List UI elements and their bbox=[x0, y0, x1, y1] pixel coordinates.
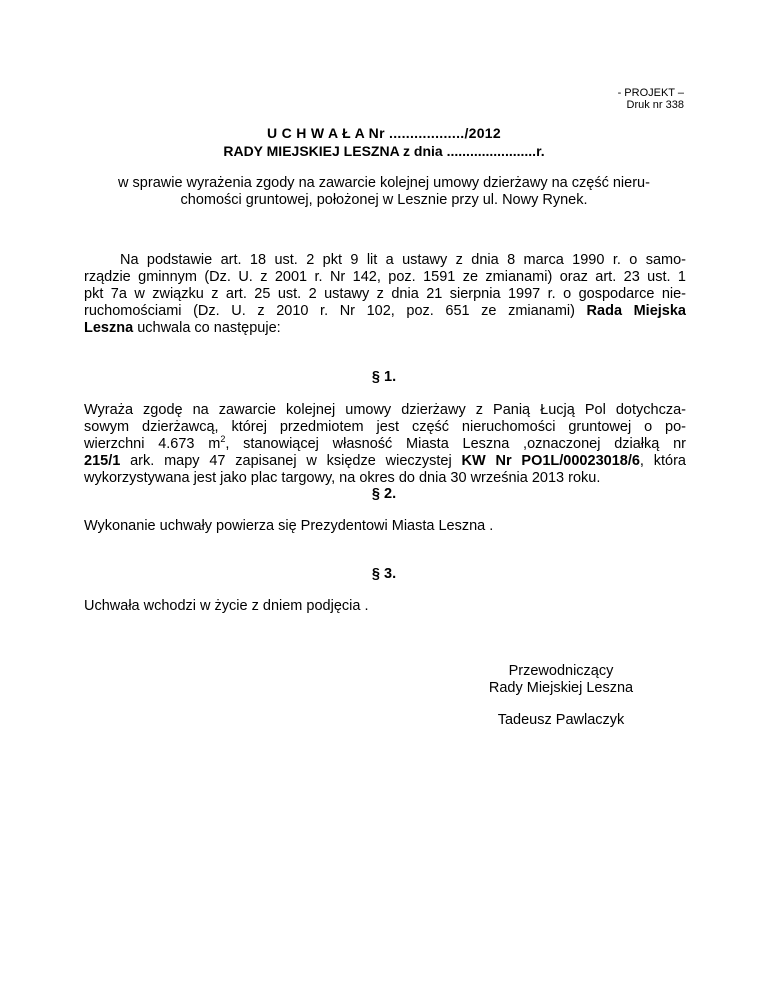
plot-number-bold: 215/1 bbox=[84, 453, 121, 469]
section-1-line-1: Wyraża zgodę na zawarcie kolejnej umowy dzierżawy z Panią Łucją Pol dotychcza- bbox=[84, 402, 686, 418]
section-1-heading: § 1. bbox=[371, 369, 397, 385]
section-1-line-3 bbox=[84, 436, 686, 453]
section-2-heading: § 2. bbox=[371, 486, 397, 502]
ownership-text: , stanowiącej własność Miasta Leszna ,oznaczonej działką nr bbox=[225, 436, 686, 452]
subject-line-2: chomości gruntowej, położonej w Lesznie przy ul. Nowy Rynek. bbox=[180, 192, 588, 208]
area-unit-superscript: 2 bbox=[220, 434, 226, 445]
land-register-number-bold: KW Nr PO1L/00023018/6 bbox=[461, 453, 640, 469]
preamble-line-5 bbox=[84, 320, 686, 337]
preamble-line-5-text: uchwala co następuje: bbox=[133, 320, 281, 336]
project-label: - PROJEKT – bbox=[617, 87, 684, 99]
section-1-line-4 bbox=[84, 453, 686, 470]
section-3-heading: § 3. bbox=[371, 566, 397, 582]
resolution-title: U C H W A Ł A Nr ................../2012 bbox=[267, 125, 501, 141]
section-1-line-2: sowym dzierżawcą, której przedmiotem jest część nieruchomości gruntowej o po- bbox=[84, 419, 686, 435]
print-number: Druk nr 338 bbox=[626, 99, 684, 111]
section-1-line-5: wykorzystywana jest jako plac targowy, na okres do dnia 30 września 2013 roku. bbox=[84, 470, 601, 486]
city-name-bold: Leszna bbox=[84, 320, 134, 336]
area-text: wierzchni 4.673 m bbox=[84, 436, 221, 452]
line-4-tail: , która bbox=[639, 453, 686, 469]
preamble-line-1: Na podstawie art. 18 ust. 2 pkt 9 lit a ustawy z dnia 8 marca 1990 r. o samo- bbox=[120, 252, 686, 268]
land-register-text: ark. mapy 47 zapisanej w księdze wieczystej bbox=[120, 453, 462, 469]
preamble-line-4-text: ruchomościami (Dz. U. z 2010 r. Nr 102, poz. 651 ze zmianami) bbox=[84, 303, 587, 319]
signature-role: Przewodniczący bbox=[508, 663, 614, 679]
section-2-text: Wykonanie uchwały powierza się Prezydentowi Miasta Leszna . bbox=[84, 518, 494, 534]
signature-council: Rady Miejskiej Leszna bbox=[488, 680, 634, 696]
council-name-bold: Rada Miejska bbox=[586, 303, 686, 319]
preamble-line-2: rządzie gminnym (Dz. U. z 2001 r. Nr 142, poz. 1591 ze zmianami) oraz art. 23 ust. 1 bbox=[84, 269, 686, 285]
section-3-text: Uchwała wchodzi w życie z dniem podjęcia . bbox=[84, 598, 369, 614]
preamble-line-3: pkt 7a w związku z art. 25 ust. 2 ustawy z dnia 21 sierpnia 1997 r. o gospodarce nie- bbox=[84, 286, 686, 302]
signature-name: Tadeusz Pawlaczyk bbox=[497, 712, 625, 728]
council-title: RADY MIEJSKIEJ LESZNA z dnia .......................r. bbox=[223, 143, 545, 159]
subject-line-1: w sprawie wyrażenia zgody na zawarcie kolejnej umowy dzierżawy na część nieru- bbox=[118, 175, 650, 191]
preamble-line-4 bbox=[84, 303, 686, 320]
